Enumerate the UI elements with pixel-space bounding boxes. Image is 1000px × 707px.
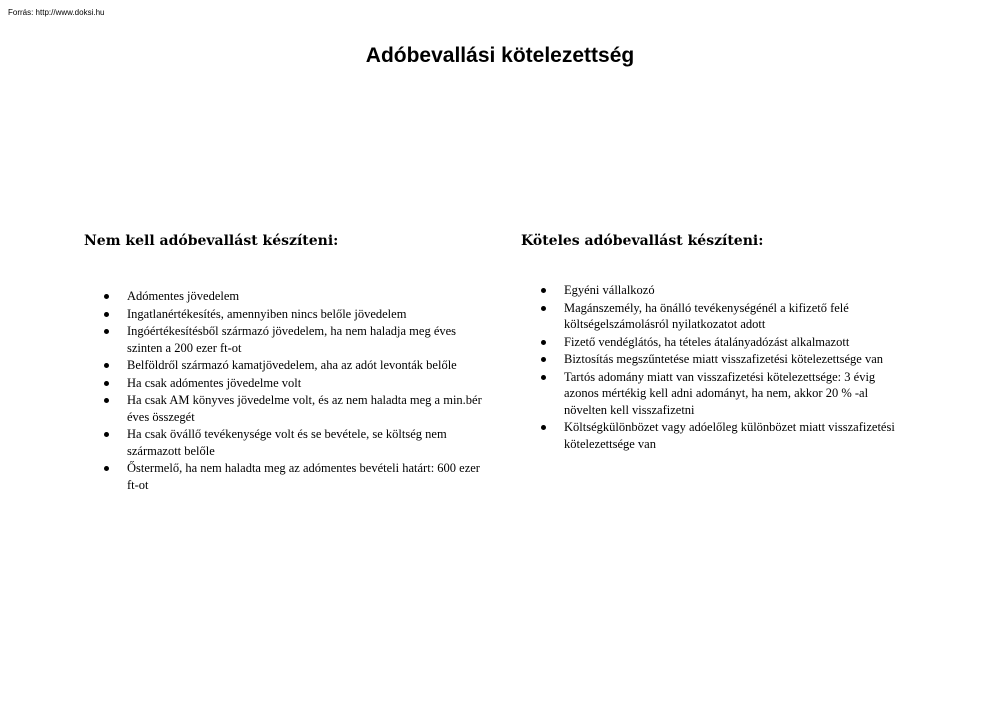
bullet-icon [104,312,109,317]
list-item: Ingóértékesítésből származó jövedelem, ha nem haladja meg éves szinten a 200 ezer ft-ot [84,323,484,356]
list-item: Ha csak adómentes jövedelme volt [84,375,484,392]
bullet-icon [104,329,109,334]
list-item: Ingatlanértékesítés, amennyiben nincs belőle jövedelem [84,306,484,323]
bullet-icon [104,294,109,299]
list-item: Tartós adomány miatt van visszafizetési kötelezettsége: 3 évig azonos mértékig kell adni adományt, ha nem, akkor 20 % -al növelten kell visszafizetni [521,369,911,419]
list-item: Ha csak AM könyves jövedelme volt, és az nem haladta meg a min.bér éves összegét [84,392,484,425]
bullet-icon [541,375,546,380]
bullet-icon [104,432,109,437]
list-item: Egyéni vállalkozó [521,282,911,299]
list-item: Adómentes jövedelem [84,288,484,305]
left-list [84,288,484,493]
bullet-icon [104,363,109,368]
list-item: Belföldről származó kamatjövedelem, aha az adót levonták belőle [84,357,484,374]
bullet-icon [541,340,546,345]
page-title: Adóbevallási kötelezettség [365,44,635,67]
bullet-icon [104,381,109,386]
list-item: Költségkülönbözet vagy adóelőleg különbözet miatt visszafizetési kötelezettsége van [521,419,911,452]
source-note: Forrás: http://www.doksi.hu [8,8,105,17]
bullet-icon [104,398,109,403]
right-list [521,282,911,452]
list-item: Ha csak övállő tevékenysége volt és se bevétele, se költség nem származott belőle [84,426,484,459]
bullet-icon [541,288,546,293]
list-item: Biztosítás megszűntetése miatt visszafizetési kötelezettsége van [521,351,911,368]
bullet-icon [541,357,546,362]
bullet-icon [541,425,546,430]
list-item: Őstermelő, ha nem haladta meg az adómentes bevételi határt: 600 ezer ft-ot [84,460,484,493]
left-column [84,232,484,494]
list-item: Magánszemély, ha önálló tevékenységénél a kifizető felé költségelszámolásról nyilatkozatot adott [521,300,911,333]
right-column [521,232,911,453]
right-heading: Köteles adóbevallást készíteni: [521,233,764,249]
list-item: Fizető vendéglátós, ha tételes átalányadózást alkalmazott [521,334,911,351]
bullet-icon [541,306,546,311]
bullet-icon [104,466,109,471]
left-heading: Nem kell adóbevallást készíteni: [84,233,339,249]
